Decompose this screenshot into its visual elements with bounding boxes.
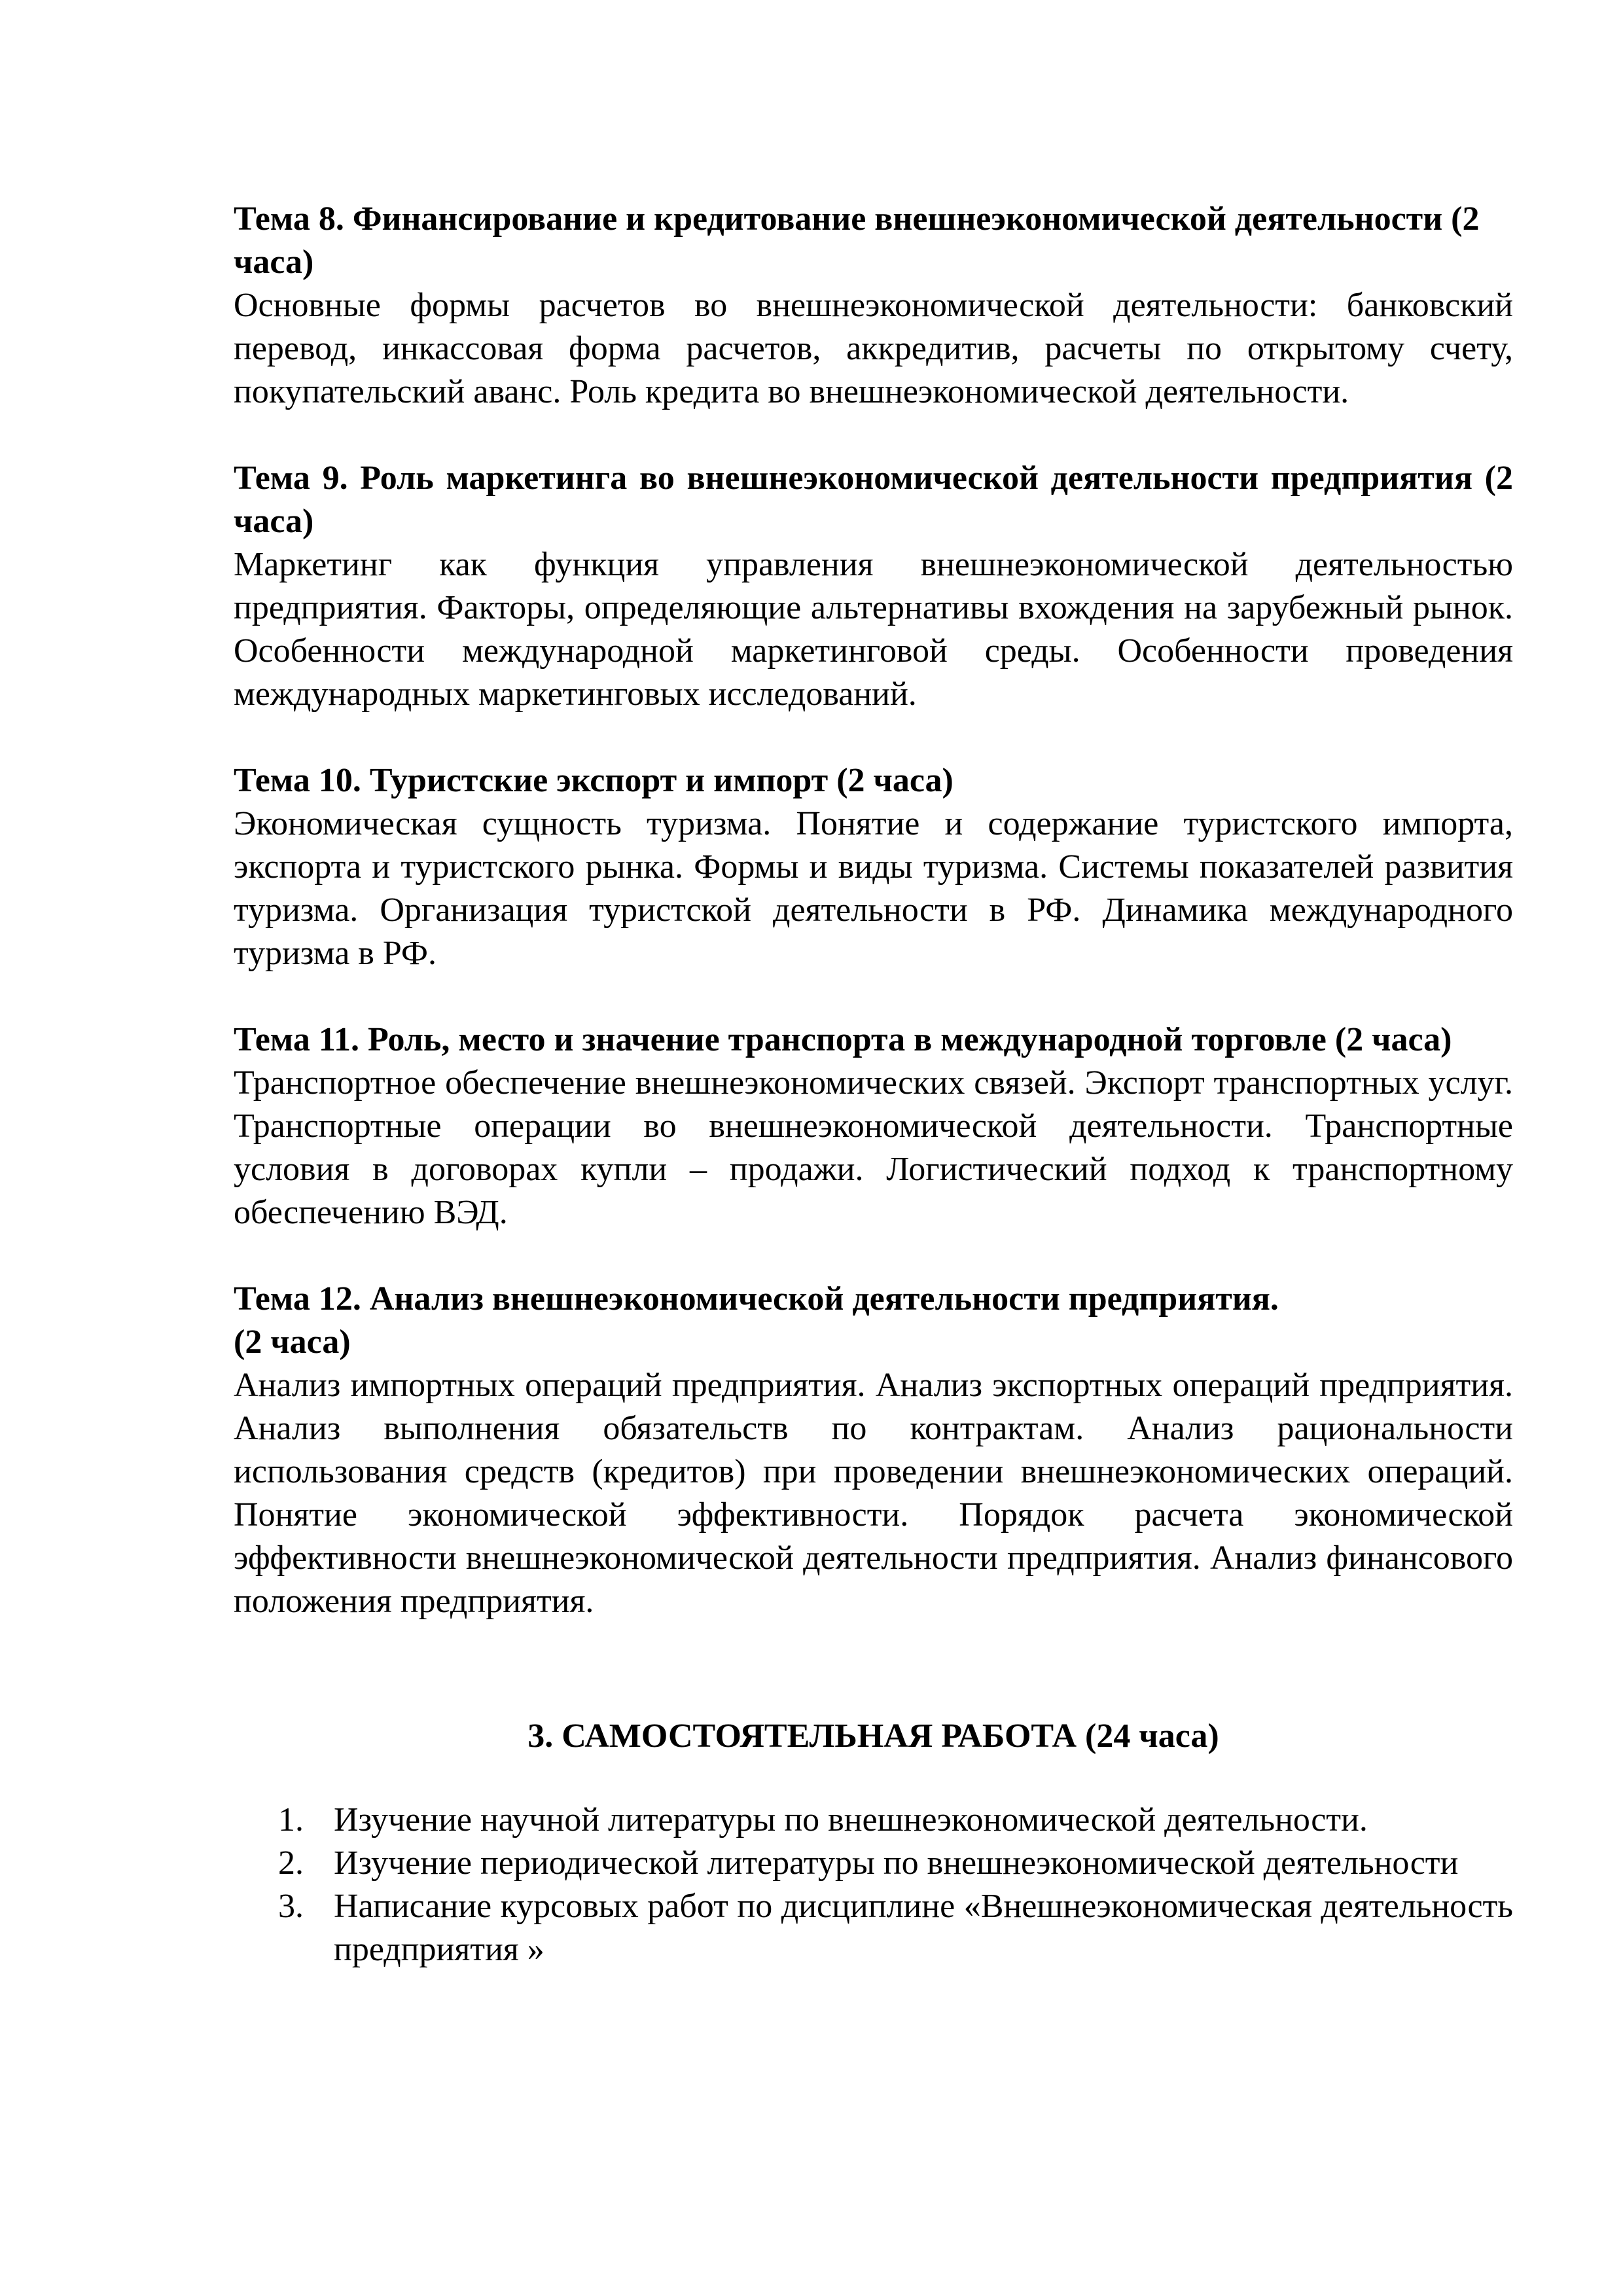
list-item (234, 1885, 1513, 1971)
section-heading: 3. САМОСТОЯТЕЛЬНАЯ РАБОТА (24 часа) (527, 1717, 1219, 1755)
list-item (234, 1799, 1513, 1842)
list-item (234, 1842, 1513, 1885)
topic-body: Транспортное обеспечение внешнеэкономических связей. Экспорт транспортных услуг. Транспортные операции во внешнеэкономической деятельности. Транспортные условия в договорах купли – продажи. Логистический подход к транспортному обеспечению ВЭД. (234, 1064, 1513, 1231)
topic-body: Маркетинг как функция управления внешнеэкономической деятельностью предприятия. Факторы, определяющие альтернативы вхождения на зарубежный рынок. Особенности международной маркетинговой среды. Особенности проведения международных маркетинговых исследований. (234, 546, 1513, 713)
list-item-number: 2. (278, 1844, 304, 1882)
topic-body: Анализ импортных операций предприятия. Анализ экспортных операций предприятия. Анализ выполнения обязательств по контрактам. Анализ рациональности использования средств (кредитов) при проведении внешнеэкономических операций. Понятие экономической эффективности. Порядок расчета экономической эффективности внешнеэкономической деятельности предприятия. Анализ финансового положения предприятия. (234, 1367, 1513, 1620)
topic-12 (234, 1278, 1513, 1623)
topic-title: Тема 8. Финансирование и кредитование внешнеэкономической деятельности (2 часа) (234, 200, 1480, 281)
topic-title: Тема 11. Роль, место и значение транспорта в международной торговле (2 часа) (234, 1021, 1452, 1058)
topic-title: Тема 9. Роль маркетинга во внешнеэкономической деятельности предприятия (2 часа) (234, 459, 1513, 540)
list-item-text: Изучение научной литературы по внешнеэкономической деятельности. (334, 1801, 1368, 1839)
topic-title: Тема 10. Туристские экспорт и импорт (2 часа) (234, 762, 954, 799)
topic-body: Основные формы расчетов во внешнеэкономической деятельности: банковский перевод, инкассовая форма расчетов, аккредитив, расчеты по открытому счету, покупательский аванс. Роль кредита во внешнеэкономической деятельности. (234, 287, 1513, 410)
topic-11 (234, 1018, 1513, 1234)
list-item-number: 1. (278, 1801, 304, 1839)
topic-title-line-2: (2 часа) (234, 1323, 351, 1361)
document-page (234, 198, 1513, 1971)
topic-title-line-1: Тема 12. Анализ внешнеэкономической деятельности предприятия. (234, 1280, 1279, 1318)
topic-body: Экономическая сущность туризма. Понятие и содержание туристского импорта, экспорта и туристского рынка. Формы и виды туризма. Системы показателей развития туризма. Организация туристской деятельности в РФ. Динамика международного туризма в РФ. (234, 805, 1513, 972)
topic-9 (234, 457, 1513, 716)
list-item-text: Изучение периодической литературы по внешнеэкономической деятельности (334, 1844, 1459, 1882)
topic-10 (234, 759, 1513, 975)
task-list (234, 1799, 1513, 1971)
list-item-number: 3. (278, 1888, 304, 1925)
list-item-text: Написание курсовых работ по дисциплине «Внешнеэкономическая деятельность предприятия » (334, 1888, 1513, 1968)
topic-8 (234, 198, 1513, 414)
